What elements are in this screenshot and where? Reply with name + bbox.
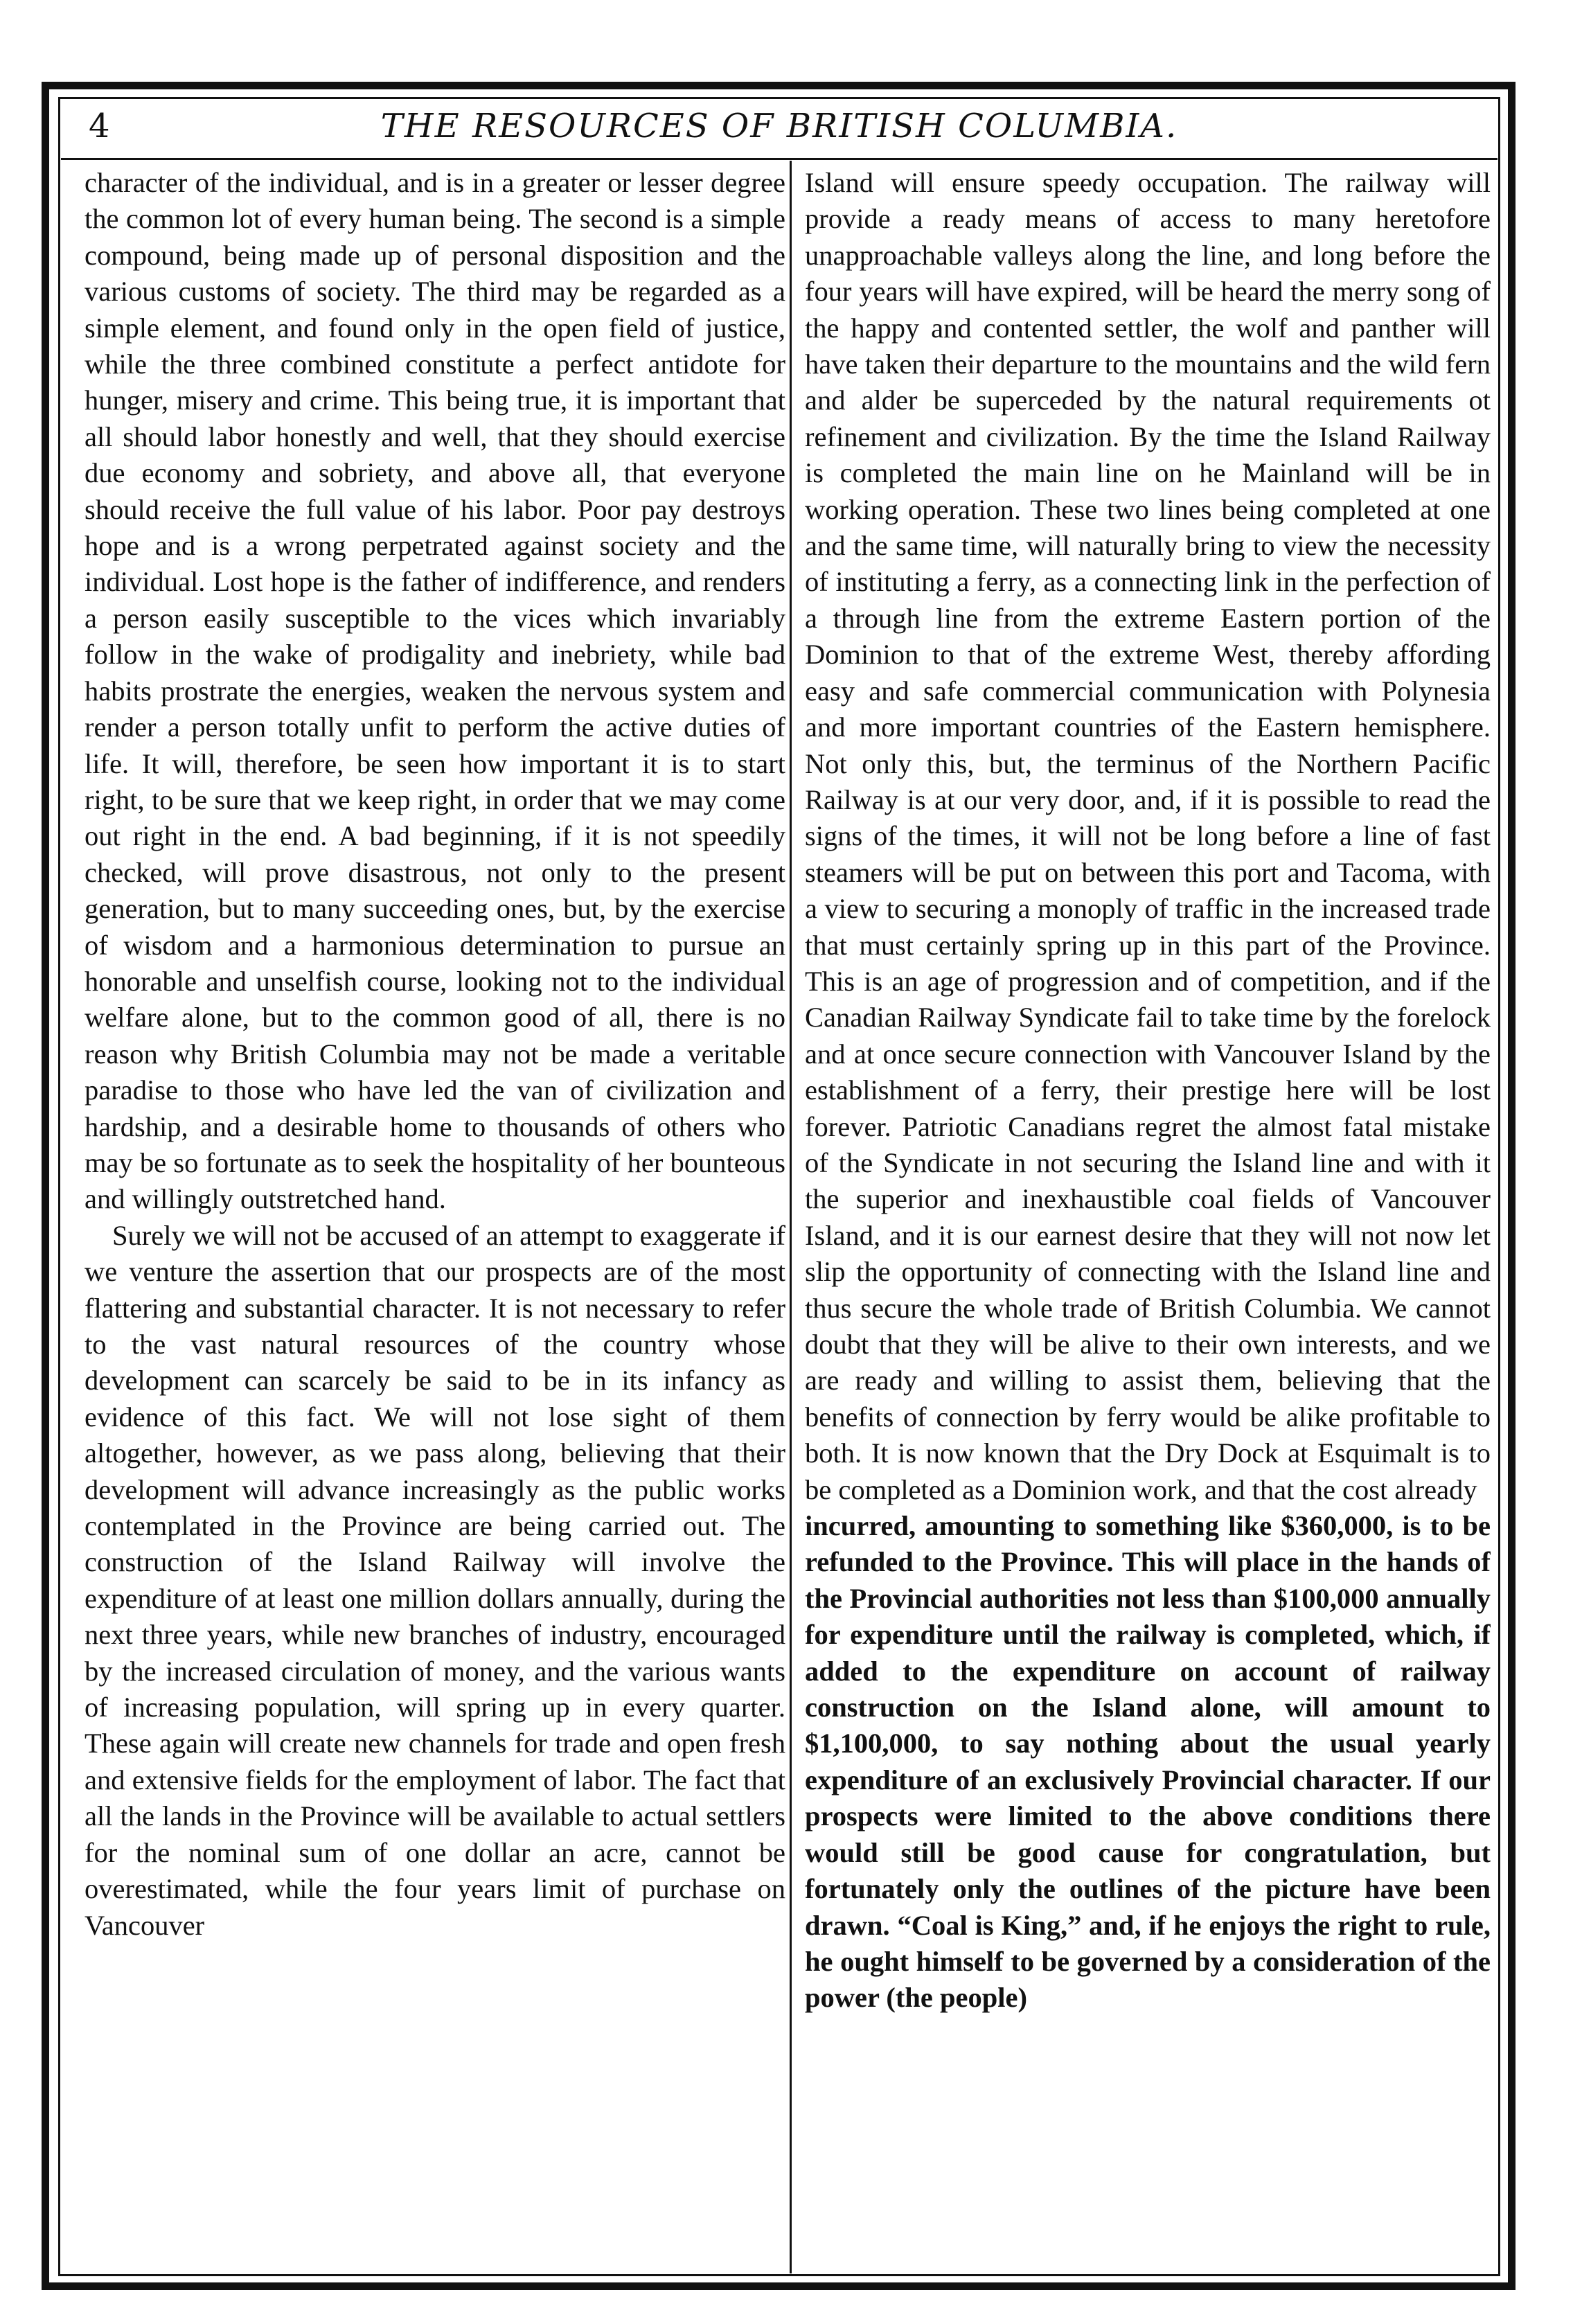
left-column	[85, 165, 785, 2271]
column-divider	[790, 161, 792, 2273]
header-rule	[61, 158, 1497, 160]
left-paragraph-1: character of the individual, and is in a greater or lesser degree the common lot of every human being. The second is a simple compound, being made up of personal disposition and the various customs of society. The third may be regarded as a simple element, and found only in the open field of justice, while the three combined constitute a perfect antidote for hunger, misery and crime. This being true, it is important that all should labor honestly and well, that they should exercise due economy and sobriety, and above all, that everyone should receive the full value of his labor. Poor pay destroys hope and is a wrong perpetrated against society and the individual. Lost hope is the father of indifference, and renders a person easily susceptible to the vices which invariably follow in the wake of prodigality and inebriety, while bad habits prostrate the energies, weaken the nervous system and render a person totally unfit to perform the active duties of life. It will, therefore, be seen how important it is to start right, to be sure that we keep right, in order that we may come out right in the end. A bad beginning, if it is not speedily checked, will prove disastrous, not only to the present generation, but to many succeeding ones, but, by the exercise of wisdom and a harmonious determination to pursue an honorable and unselfish course, looking not to the individual welfare alone, but to the common good of all, there is no reason why British Columbia may not be made a veritable paradise to those who have led the van of civilization and hardship, and a desirable home to thousands of others who may be so fortunate as to seek the hospitality of her bounteous and willingly outstretched hand.	[85, 167, 785, 1215]
running-title: THE RESOURCES OF BRITISH COLUMBIA.	[380, 107, 1178, 145]
page-header	[61, 104, 1497, 157]
left-paragraph-2: Surely we will not be accused of an attempt to exaggerate if we venture the assertion that our prospects are of the most flattering and substantial character. It is not necessary to refer to the vast natural resources of the country whose development can scarcely be said to be in its infancy as evidence of this fact. We will not lose sight of them altogether, however, as we pass along, believing that their development will advance increasingly as the public works contemplated in the Province are being carried out. The construction of the Island Railway will involve the expenditure of at least one million dollars annually, during the next three years, while new branches of industry, encouraged by the increased circulation of money, and the various wants of increasing population, will spring up in every quarter. These again will create new channels for trade and open fresh and extensive fields for the employment of labor. The fact that all the lands in the Province will be available to actual settlers for the nominal sum of one dollar an acre, cannot be overestimated, while the four years limit of purchase on Vancouver	[85, 1219, 785, 1941]
right-paragraph-1: Island will ensure speedy occupation. The railway will provide a ready means of access to many heretofore unapproachable valleys along the line, and long before the four years will have expired, will be heard the merry song of the happy and contented settler, the wolf and panther will have taken their departure to the mountains and the wild fern and alder be superceded by the natural requirements ot refinement and civilization. By the time the Island Railway is completed the main line on he Mainland will be in working operation. These two lines being completed at one and the same time, will naturally bring to view the necessity of instituting a ferry, as a connecting link in the perfection of a through line from the extreme Eastern portion of the Dominion to that of the extreme West, thereby affording easy and safe commercial communication with Polynesia and more important countries of the Eastern hemisphere. Not only this, but, the terminus of the Northern Pacific Railway is at our very door, and, if it is possible to read the signs of the times, it will not be long before a line of fast steamers will be put on between this port and Tacoma, with a view to securing a monoply of traffic in the increased trade that must certainly spring up in this part of the Province. This is an age of progression and of competition, and if the Canadian Railway Syndicate fail to take time by the forelock and at once secure connection with Vancouver Island by the establishment of a ferry, their prestige here will be lost forever. Patriotic Canadians regret the almost fatal mistake of the Syndicate in not securing the Island line and with it the superior and inexhaustible coal fields of Vancouver Island, and it is our earnest desire that they will not now let slip the opportunity of connecting with the Island line and thus secure the whole trade of British Columbia. We cannot doubt that they will be alive to their own interests, and we are ready and willing to assist them, believing that the benefits of connection by ferry would be alike profitable to both. It is now known that the Dry Dock at Esquimalt is to be completed as a Dominion work, and that the cost already	[805, 167, 1491, 1505]
right-column	[805, 165, 1491, 2271]
right-paragraph-2-bold: incurred, amounting to something like $360,000, is to be refunded to the Province. This will place in the hands of the Provincial authorities not less than $100,000 annually for expenditure until the railway is completed, which, if added to the expenditure on account of railway construction on the Island alone, will amount to $1,100,000, to say nothing about the usual yearly expenditure of an exclusively Provincial character. If our prospects were limited to the above conditions there would still be good cause for congratulation, but fortunately only the outlines of the picture have been drawn. “Coal is King,” and, if he enjoys the right to rule, he ought himself to be governed by a consideration of the power (the people)	[805, 1510, 1491, 2014]
page-number: 4	[89, 107, 110, 145]
